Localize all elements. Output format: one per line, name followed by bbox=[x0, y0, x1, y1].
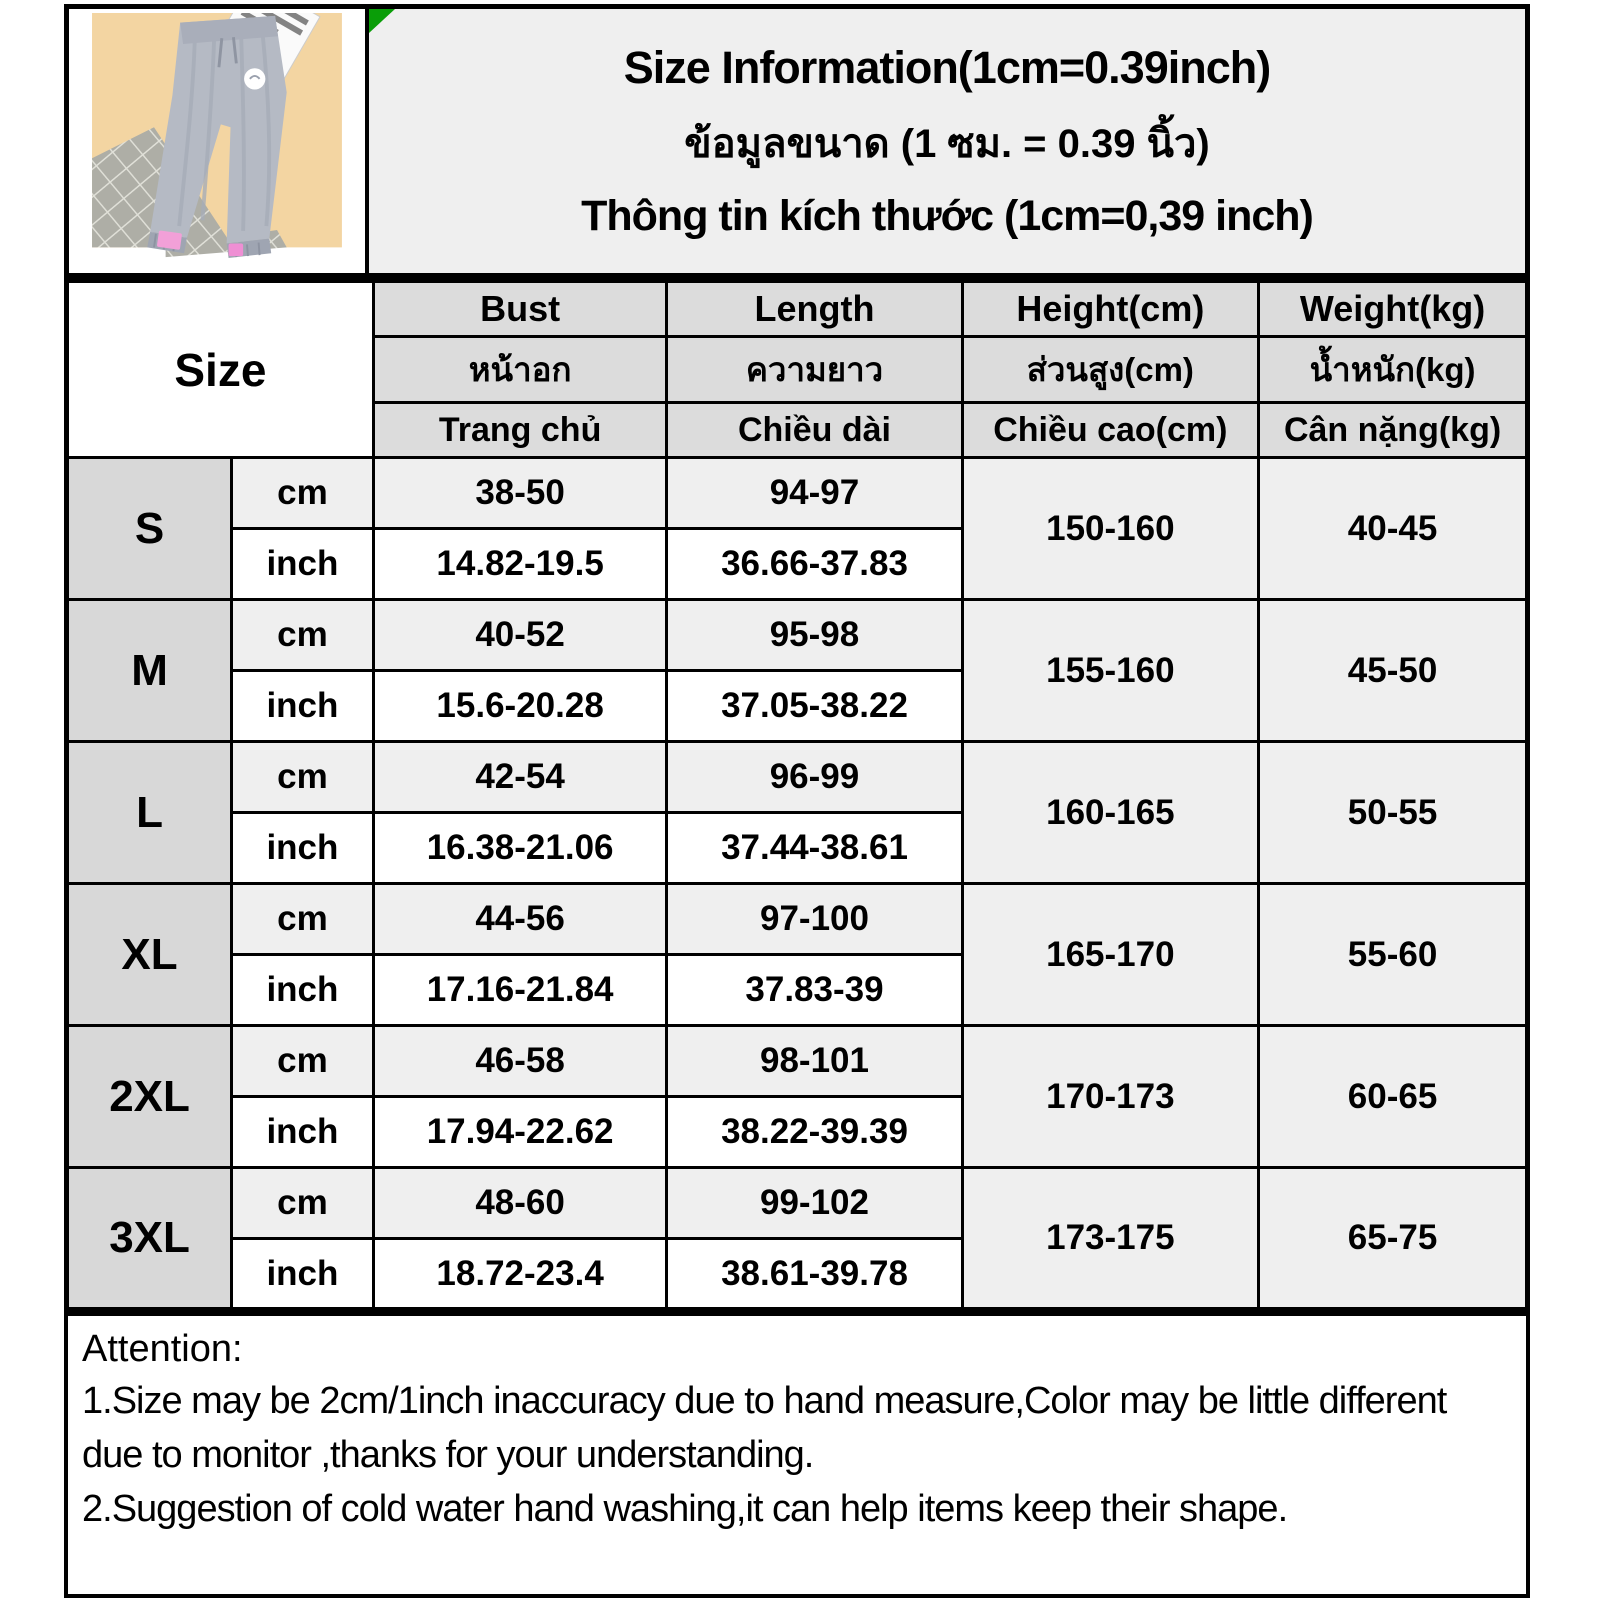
weight-value: 45-50 bbox=[1259, 600, 1528, 742]
title-english: Size Information(1cm=0.39inch) bbox=[623, 41, 1271, 93]
length-inch-value: 37.44-38.61 bbox=[667, 813, 962, 884]
size-row-xl-cm bbox=[67, 884, 1528, 955]
attention-box bbox=[64, 1312, 1530, 1598]
unit-cm: cm bbox=[232, 458, 374, 529]
bust-inch-value: 14.82-19.5 bbox=[373, 529, 667, 600]
length-cm-value: 95-98 bbox=[667, 600, 962, 671]
weight-value: 65-75 bbox=[1259, 1168, 1528, 1310]
attention-heading: Attention: bbox=[82, 1328, 243, 1370]
unit-inch: inch bbox=[232, 529, 374, 600]
length-cm-value: 98-101 bbox=[667, 1026, 962, 1097]
title-vietnamese: Thông tin kích thước (1cm=0,39 inch) bbox=[581, 191, 1313, 240]
size-label: L bbox=[67, 742, 232, 884]
weight-value: 60-65 bbox=[1259, 1026, 1528, 1168]
unit-inch: inch bbox=[232, 1239, 374, 1310]
col-header-height-vi: Chiều cao(cm) bbox=[962, 403, 1259, 458]
bust-cm-value: 38-50 bbox=[373, 458, 667, 529]
size-row-3xl-cm bbox=[67, 1168, 1528, 1239]
pink-tag-left bbox=[157, 230, 182, 250]
size-column-header: Size bbox=[67, 281, 374, 458]
header-row-en bbox=[67, 281, 1528, 337]
size-label: 2XL bbox=[67, 1026, 232, 1168]
length-cm-value: 94-97 bbox=[667, 458, 962, 529]
logo-patch bbox=[244, 68, 265, 89]
size-label: M bbox=[67, 600, 232, 742]
unit-cm: cm bbox=[232, 600, 374, 671]
height-value: 160-165 bbox=[962, 742, 1259, 884]
unit-cm: cm bbox=[232, 742, 374, 813]
bust-cm-value: 40-52 bbox=[373, 600, 667, 671]
pink-tag-right bbox=[229, 244, 244, 257]
col-header-height-th: ส่วนสูง(cm) bbox=[962, 337, 1259, 403]
bust-cm-value: 44-56 bbox=[373, 884, 667, 955]
col-header-weight-vi: Cân nặng(kg) bbox=[1259, 403, 1528, 458]
col-header-height-en: Height(cm) bbox=[962, 281, 1259, 337]
col-header-length-en: Length bbox=[667, 281, 962, 337]
length-inch-value: 36.66-37.83 bbox=[667, 529, 962, 600]
corner-marker-icon bbox=[369, 9, 395, 33]
bust-cm-value: 42-54 bbox=[373, 742, 667, 813]
unit-inch: inch bbox=[232, 1097, 374, 1168]
top-section bbox=[64, 4, 1530, 278]
bust-cm-value: 48-60 bbox=[373, 1168, 667, 1239]
col-header-length-th: ความยาว bbox=[667, 337, 962, 403]
attention-note-2: 2.Suggestion of cold water hand washing,it can help items keep their shape. bbox=[82, 1488, 1288, 1531]
col-header-length-vi: Chiều dài bbox=[667, 403, 962, 458]
size-info-title-box bbox=[369, 9, 1525, 273]
col-header-bust-vi: Trang chủ bbox=[373, 403, 667, 458]
length-cm-value: 96-99 bbox=[667, 742, 962, 813]
unit-cm: cm bbox=[232, 1168, 374, 1239]
length-cm-value: 99-102 bbox=[667, 1168, 962, 1239]
content-area bbox=[64, 4, 1530, 1598]
weight-value: 40-45 bbox=[1259, 458, 1528, 600]
bust-cm-value: 46-58 bbox=[373, 1026, 667, 1097]
bust-inch-value: 16.38-21.06 bbox=[373, 813, 667, 884]
height-value: 170-173 bbox=[962, 1026, 1259, 1168]
unit-cm: cm bbox=[232, 884, 374, 955]
weight-value: 50-55 bbox=[1259, 742, 1528, 884]
size-row-m-cm bbox=[67, 600, 1528, 671]
size-row-l-cm bbox=[67, 742, 1528, 813]
weight-value: 55-60 bbox=[1259, 884, 1528, 1026]
title-thai: ข้อมูลขนาด (1 ซม. = 0.39 นิ้ว) bbox=[684, 121, 1210, 166]
length-inch-value: 37.83-39 bbox=[667, 955, 962, 1026]
size-row-s-cm bbox=[67, 458, 1528, 529]
size-table bbox=[64, 278, 1530, 1312]
height-value: 155-160 bbox=[962, 600, 1259, 742]
size-label: 3XL bbox=[67, 1168, 232, 1310]
unit-inch: inch bbox=[232, 955, 374, 1026]
size-row-2xl-cm bbox=[67, 1026, 1528, 1097]
attention-note-1: 1.Size may be 2cm/1inch inaccuracy due to hand measure,Color may be little different due to monitor ,thanks for your understanding. bbox=[82, 1380, 1447, 1477]
unit-inch: inch bbox=[232, 813, 374, 884]
unit-cm: cm bbox=[232, 1026, 374, 1097]
col-header-bust-en: Bust bbox=[373, 281, 667, 337]
height-value: 165-170 bbox=[962, 884, 1259, 1026]
product-photo-illustration bbox=[75, 13, 357, 259]
col-header-bust-th: หน้าอก bbox=[373, 337, 667, 403]
length-inch-value: 38.61-39.78 bbox=[667, 1239, 962, 1310]
bust-inch-value: 17.94-22.62 bbox=[373, 1097, 667, 1168]
height-value: 150-160 bbox=[962, 458, 1259, 600]
col-header-weight-en: Weight(kg) bbox=[1259, 281, 1528, 337]
bust-inch-value: 15.6-20.28 bbox=[373, 671, 667, 742]
height-value: 173-175 bbox=[962, 1168, 1259, 1310]
length-inch-value: 38.22-39.39 bbox=[667, 1097, 962, 1168]
length-inch-value: 37.05-38.22 bbox=[667, 671, 962, 742]
size-label: S bbox=[67, 458, 232, 600]
col-header-weight-th: น้ำหนัก(kg) bbox=[1259, 337, 1528, 403]
bust-inch-value: 18.72-23.4 bbox=[373, 1239, 667, 1310]
bust-inch-value: 17.16-21.84 bbox=[373, 955, 667, 1026]
unit-inch: inch bbox=[232, 671, 374, 742]
product-photo bbox=[69, 9, 369, 273]
length-cm-value: 97-100 bbox=[667, 884, 962, 955]
size-label: XL bbox=[67, 884, 232, 1026]
